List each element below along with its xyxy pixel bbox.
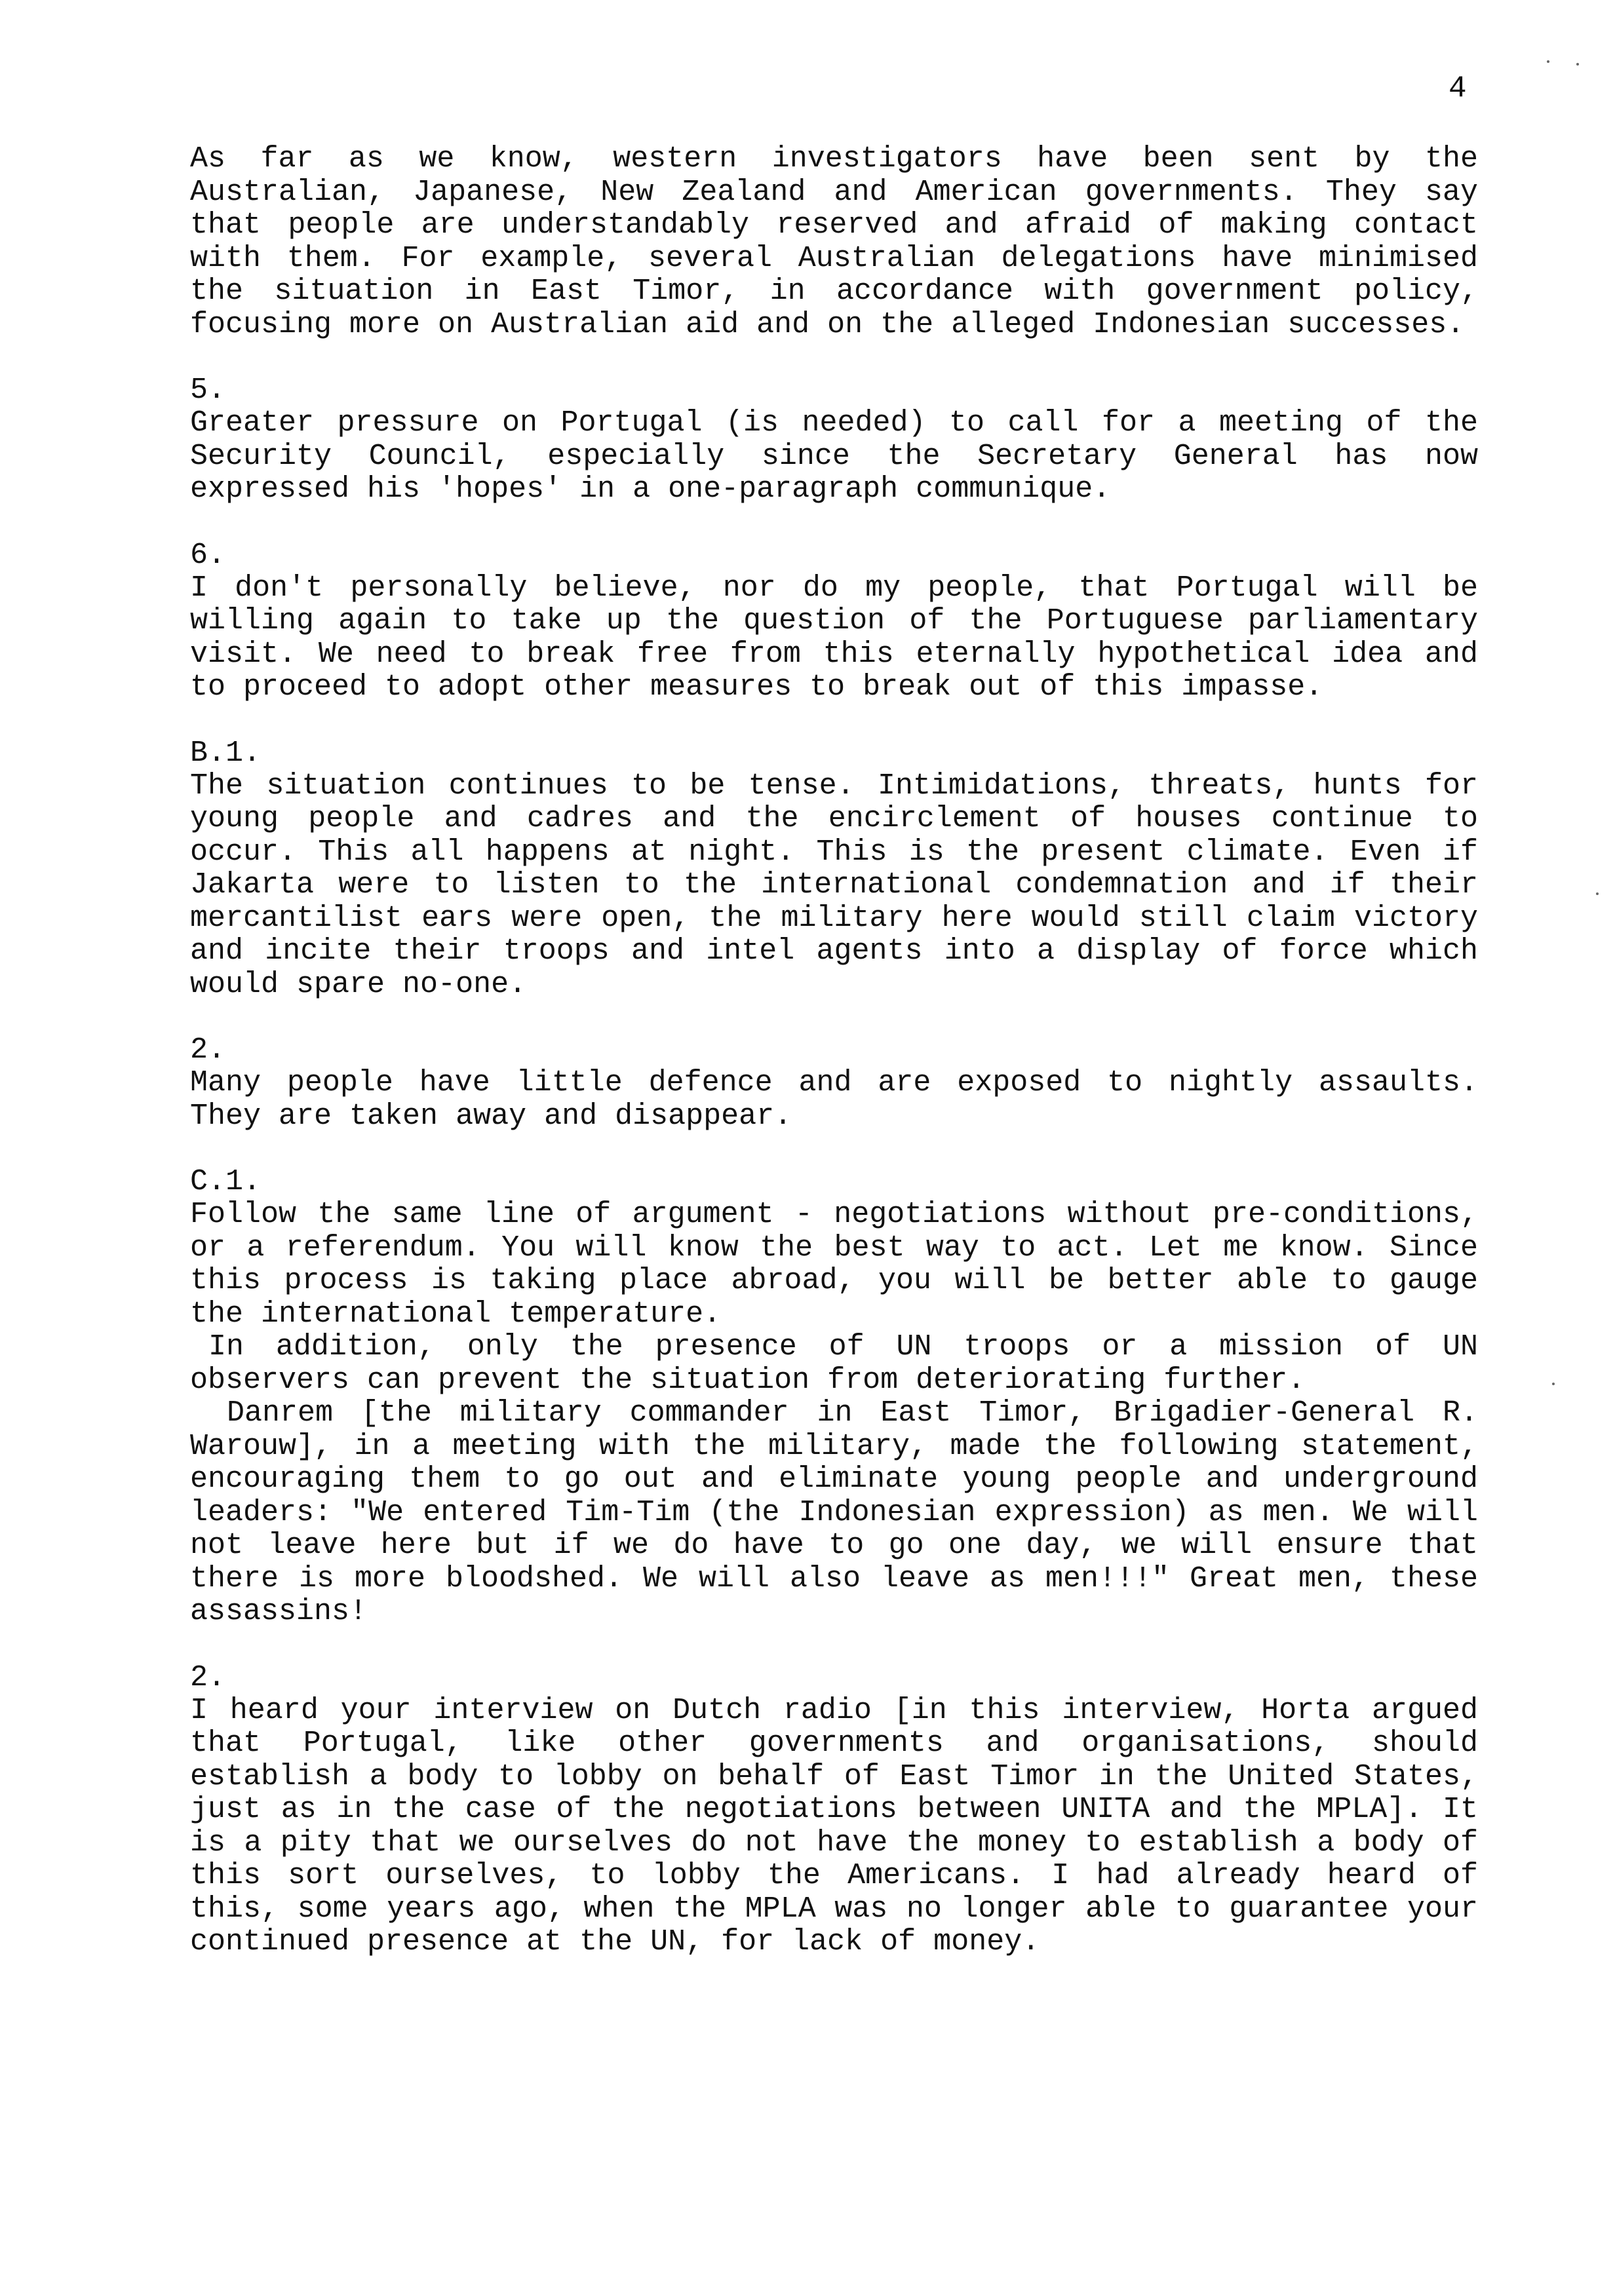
paragraph: Follow the same line of argument - negotiations without pre-conditions, or a referendum. You will know the best way to act. Let me know. Since this process is taking place abroad, you will be better able to gauge the international temperature. <box>190 1198 1478 1331</box>
paragraph: The situation continues to be tense. Intimidations, threats, hunts for young people and cadres and the encirclement of houses continue to occur. This all happens at night. This is the present climate. Even if Jakarta were to listen to the international condemnation and if their mercantilist ears were open, the military here would still claim victory and incite their troops and intel agents into a display of force which would spare no-one. <box>190 769 1478 1001</box>
document-body <box>190 143 1478 1992</box>
paragraph: In addition, only the presence of UN troops or a mission of UN observers can prevent the situation from deteriorating further. <box>190 1330 1478 1397</box>
scan-speck <box>1552 1383 1555 1385</box>
section-b1 <box>190 737 1478 1002</box>
paragraph: As far as we know, western investigators have been sent by the Australian, Japanese, New Zealand and American governments. They say that people are understandably reserved and afraid of making contact with them. For example, several Australian delegations have minimised the situation in East Timor, in accordance with government policy, focusing more on Australian aid and on the alleged Indonesian successes. <box>190 142 1478 341</box>
paragraph: I heard your interview on Dutch radio [in this interview, Horta argued that Portugal, like other governments and organisations, should establish a body to lobby on behalf of East Timor in the United States, just as in the case of the negotiations between UNITA and the MPLA]. It is a pity that we ourselves do not have the money to establish a body of this sort ourselves, to lobby the Americans. I had already heard of this, some years ago, when the MPLA was no longer able to guarantee your continued presence at the UN, for lack of money. <box>190 1693 1478 1959</box>
scan-speck <box>1547 60 1549 63</box>
section-label: 6. <box>190 538 226 572</box>
paragraph: Danrem [the military commander in East Timor, Brigadier-General R. Warouw], in a meeting with the military, made the following statement, encouraging them to go out and eliminate young people and underground leaders: "We entered Tim-Tim (the Indonesian expression) as men. We will not leave here but if we do have to go one day, we will ensure that there is more bloodshed. We will also leave as men!!!" Great men, these assassins! <box>190 1396 1478 1628</box>
section-c2 <box>190 1662 1478 1959</box>
section-investigators <box>190 143 1478 341</box>
section-label: B.1. <box>190 736 262 770</box>
section-c1 <box>190 1166 1478 1629</box>
section-label: 2. <box>190 1660 226 1694</box>
scan-speck <box>1576 63 1579 66</box>
paragraph: Many people have little defence and are exposed to nightly assaults. They are taken away and disappear. <box>190 1066 1478 1133</box>
scan-speck <box>1596 892 1599 895</box>
section-6 <box>190 539 1478 704</box>
paragraph: I don't personally believe, nor do my people, that Portugal will be willing again to take up the question of the Portuguese parliamentary visit. We need to break free from this eternally hypothetical idea and to proceed to adopt other measures to break out of this impasse. <box>190 571 1478 704</box>
section-b2 <box>190 1034 1478 1133</box>
section-5 <box>190 374 1478 507</box>
paragraph: Greater pressure on Portugal (is needed) to call for a meeting of the Security Council, especially since the Secretary General has now expressed his 'hopes' in a one-paragraph communique. <box>190 406 1478 506</box>
section-label: C.1. <box>190 1165 262 1198</box>
section-label: 2. <box>190 1033 226 1067</box>
page-number: 4 <box>1449 71 1467 105</box>
section-label: 5. <box>190 373 226 407</box>
